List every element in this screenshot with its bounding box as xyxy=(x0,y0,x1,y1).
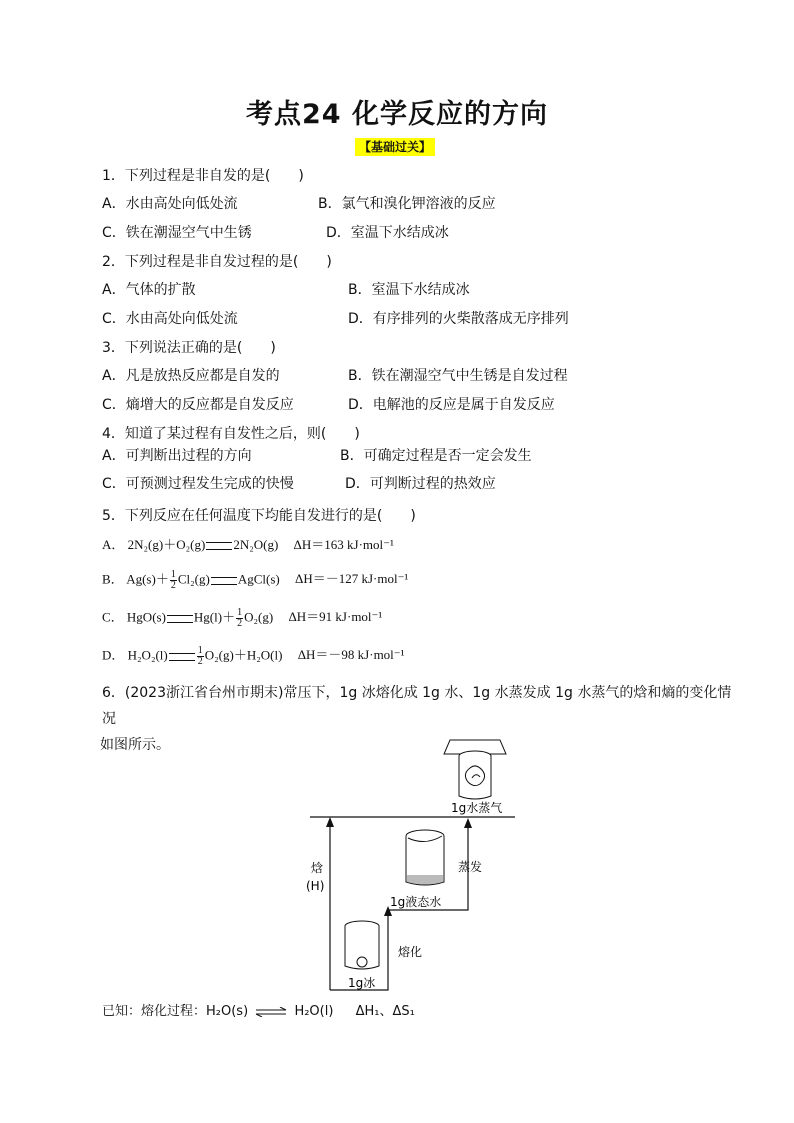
q6-line-1: 6．(2023浙江省台州市期末)常压下，1g 冰熔化成 1g 水、1g 水蒸发成 1g 水蒸气的焓和熵的变化情况 xyxy=(102,685,732,727)
fraction-numerator: 1 xyxy=(197,645,203,656)
q2-option-b: B．室温下水结成冰 xyxy=(348,282,470,298)
equilibrium-arrow-icon xyxy=(254,1007,288,1017)
question-4-stem: 4．知道了某过程有自发性之后，则( ) xyxy=(102,426,360,442)
known-tail: ΔH₁、ΔS₁ xyxy=(355,1004,415,1019)
question-2-stem: 2．下列过程是非自发过程的是( ) xyxy=(102,254,332,270)
q6-line-2: 如图所示。 xyxy=(100,737,170,753)
q5-a-lhs: 2N₂(g)＋O₂(g) xyxy=(127,537,206,552)
ice-beaker-icon xyxy=(345,921,379,969)
water-label: 1g液态水 xyxy=(390,895,442,909)
q2-option-c: C．水由高处向低处流 xyxy=(102,311,238,327)
q2-option-d: D．有序排列的火柴散落成无序排列 xyxy=(348,311,569,327)
question-1-stem: 1．下列过程是非自发的是( ) xyxy=(102,168,304,184)
q1-option-a: A．水由高处向低处流 xyxy=(102,196,238,212)
q4-option-d: D．可判断过程的热效应 xyxy=(345,476,496,492)
fraction-denominator: 2 xyxy=(197,656,203,667)
enthalpy-diagram xyxy=(300,730,530,995)
q5-b-mid: Cl₂(g) xyxy=(177,571,210,587)
q5-d-enthalpy: ΔH＝－98 kJ·mol⁻¹ xyxy=(297,647,405,663)
q2-option-a: A．气体的扩散 xyxy=(102,282,196,298)
q3-option-c: C．熵增大的反应都是自发反应 xyxy=(102,397,294,413)
q5-option-a xyxy=(102,536,394,554)
water-beaker-icon xyxy=(406,830,444,885)
q5-c-enthalpy: ΔH＝91 kJ·mol⁻¹ xyxy=(288,609,383,625)
evap-label: 蒸发 xyxy=(458,860,483,874)
q5-option-b xyxy=(102,570,408,591)
q5-c-label: C． xyxy=(102,609,124,625)
axis-label-enthalpy: 焓 xyxy=(311,861,324,875)
fraction-numerator: 1 xyxy=(237,607,243,618)
known-rhs: H₂O(l) xyxy=(294,1004,334,1019)
q5-option-d xyxy=(102,646,405,667)
section-badge: 【基础过关】 xyxy=(355,138,435,156)
q4-option-b: B．可确定过程是否一定会发生 xyxy=(340,448,532,464)
question-5-stem: 5．下列反应在任何温度下均能自发进行的是( ) xyxy=(102,508,416,524)
q4-option-a: A．可判断出过程的方向 xyxy=(102,448,252,464)
fraction xyxy=(170,570,177,591)
q5-b-rhs: AgCl(s) xyxy=(237,571,280,587)
vapor-beaker-icon xyxy=(444,740,506,799)
q1-option-d: D．室温下水结成冰 xyxy=(326,225,449,241)
q3-option-b: B．铁在潮湿空气中生锈是自发过程 xyxy=(348,368,568,384)
melt-label: 熔化 xyxy=(398,945,423,959)
fraction xyxy=(236,608,243,629)
q5-d-rhs: O₂(g)＋H₂O(l) xyxy=(204,647,283,663)
q1-option-c: C．铁在潮湿空气中生锈 xyxy=(102,225,252,241)
q5-c-rhs1: Hg(l)＋ xyxy=(193,609,236,625)
axis-arrowhead-icon xyxy=(326,817,334,827)
q5-option-c xyxy=(102,608,382,629)
q5-d-lhs: H₂O₂(l) xyxy=(127,647,168,663)
q5-a-enthalpy: ΔH＝163 kJ·mol⁻¹ xyxy=(293,537,394,552)
known-condition xyxy=(102,1003,415,1021)
q5-b-enthalpy: ΔH＝－127 kJ·mol⁻¹ xyxy=(294,571,409,587)
q3-option-a: A．凡是放热反应都是自发的 xyxy=(102,368,280,384)
equals-sign-icon xyxy=(206,542,232,550)
equals-sign-icon xyxy=(169,653,195,661)
q5-b-lhs: Ag(s)＋ xyxy=(126,571,169,587)
q5-c-lhs: HgO(s) xyxy=(126,609,166,625)
known-lhs: H₂O(s) xyxy=(206,1004,249,1019)
q3-option-d: D．电解池的反应是属于自发反应 xyxy=(348,397,555,413)
evap-arrowhead-icon xyxy=(464,818,472,828)
fraction xyxy=(197,646,204,667)
equals-sign-icon xyxy=(211,577,237,585)
q1-option-b: B．氯气和溴化钾溶液的反应 xyxy=(318,196,496,212)
known-prefix: 已知：熔化过程： xyxy=(102,1004,207,1019)
q5-a-label: A． xyxy=(102,537,125,552)
axis-label-h: (H) xyxy=(306,879,325,893)
vapor-label: 1g水蒸气 xyxy=(451,801,503,815)
q5-d-label: D． xyxy=(102,647,125,663)
fraction-denominator: 2 xyxy=(237,618,243,629)
q5-a-rhs: 2N₂O(g) xyxy=(233,537,279,552)
page-title: 考点24 化学反应的方向 xyxy=(246,99,548,130)
q4-option-c: C．可预测过程发生完成的快慢 xyxy=(102,476,294,492)
question-3-stem: 3．下列说法正确的是( ) xyxy=(102,340,276,356)
equals-sign-icon xyxy=(167,615,193,623)
q5-b-label: B． xyxy=(102,571,124,587)
ice-label: 1g冰 xyxy=(348,976,376,990)
q5-c-rhs2: O₂(g) xyxy=(244,609,274,625)
fraction-denominator: 2 xyxy=(170,580,176,591)
fraction-numerator: 1 xyxy=(170,569,176,580)
